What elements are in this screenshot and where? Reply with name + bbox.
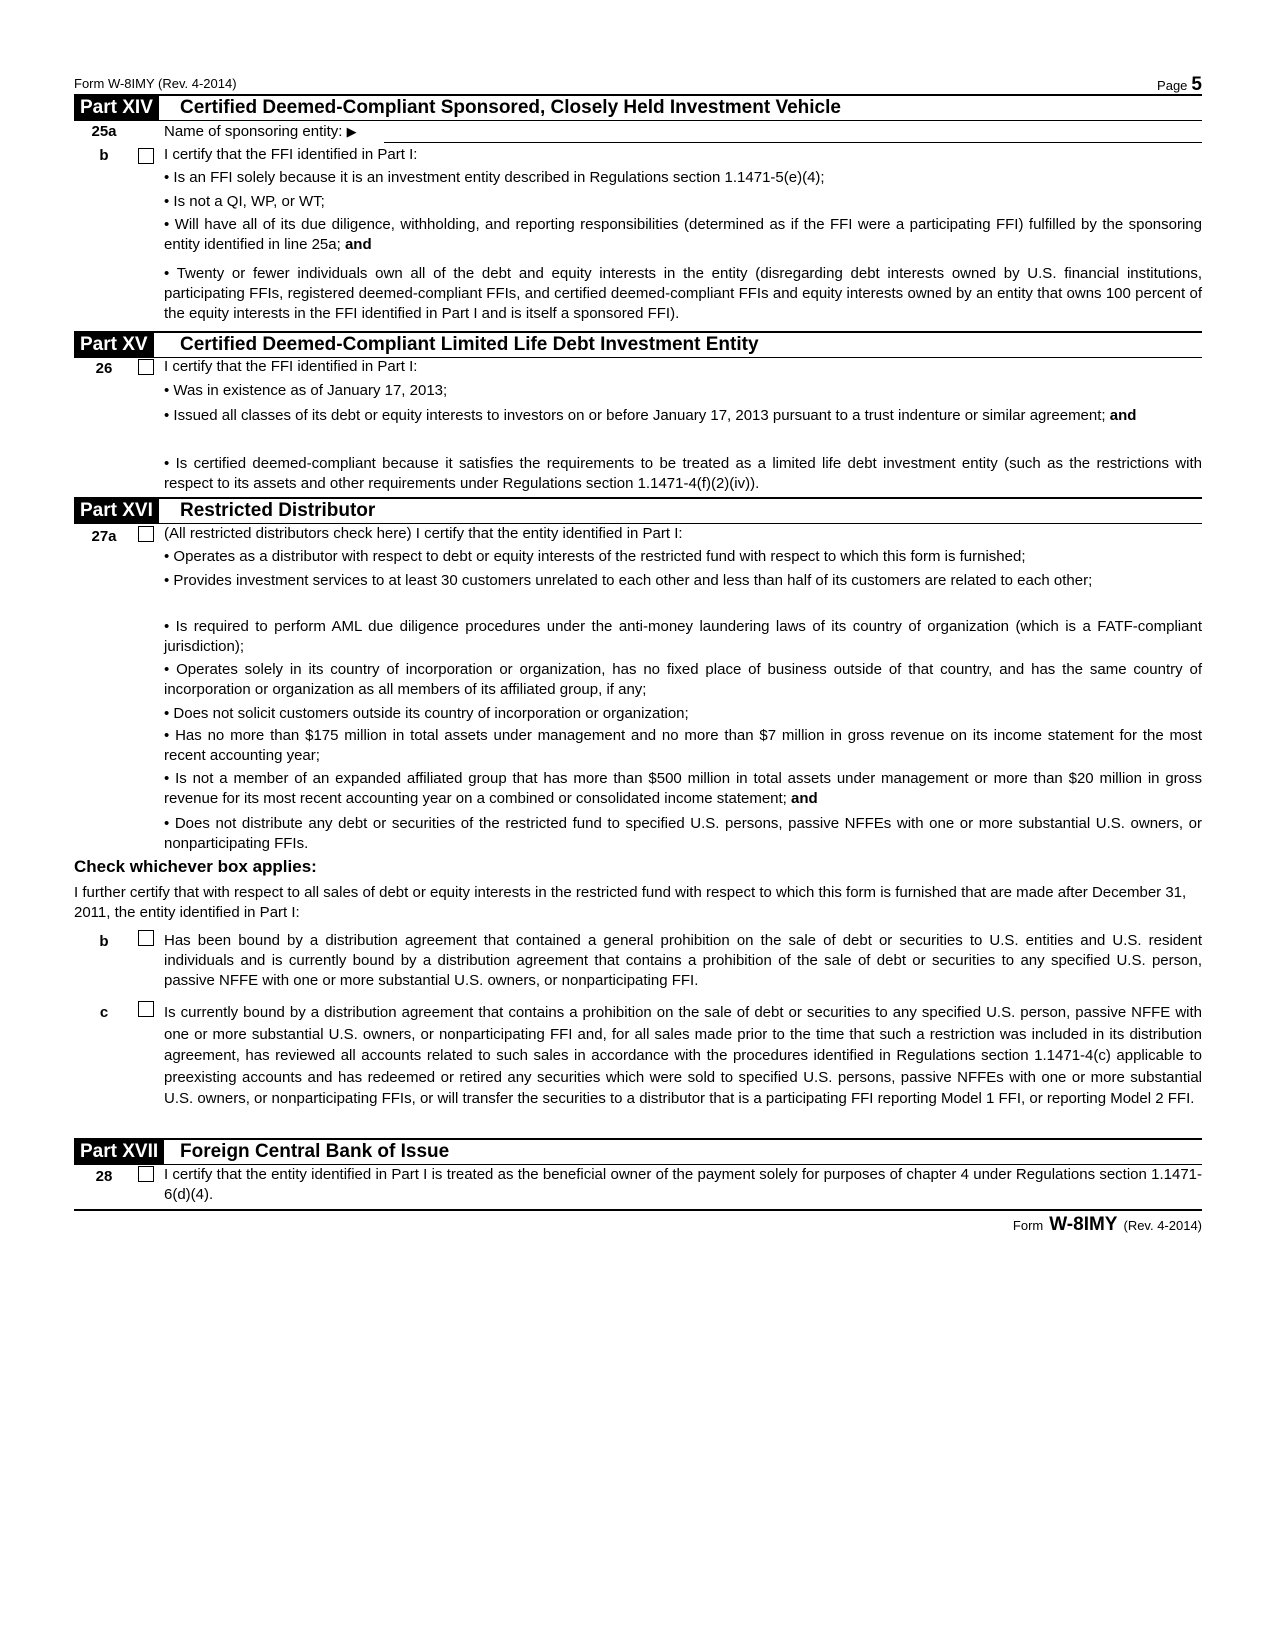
line-26-bullet-2-text: • Issued all classes of its debt or equity interests to investors on or before January 17, 2013 pursuant to a trust indenture or similar agreement;	[164, 407, 1106, 424]
line-25b-bullet-3-text: • Will have all of its due diligence, withholding, and reporting responsibilities (determined as if the FFI were a participating FFI) fulfilled by the sponsoring entity identified in line 25a;	[164, 216, 1202, 253]
line-27a-bullet-7	[164, 769, 1202, 809]
footer-rule	[74, 1209, 1202, 1211]
line-27a-bullet-8: • Does not distribute any debt or securities of the restricted fund to specified U.S. persons, passive NFFEs with one or more substantial U.S. owners, or nonparticipating FFIs.	[164, 815, 1202, 852]
line-27a-certify: (All restricted distributors check here) I certify that the entity identified in Part I:	[164, 525, 683, 542]
part-xvi-header	[74, 497, 1202, 524]
part-xv-header	[74, 331, 1202, 358]
line-25b-bullet-2: • Is not a QI, WP, or WT;	[164, 193, 325, 210]
line-26-and: and	[1109, 407, 1137, 424]
footer-rev: (Rev. 4-2014)	[1123, 1218, 1202, 1233]
line-27a-bullet-6: • Has no more than $175 million in total assets under management and no more than $7 million in gross revenue on its income statement for the most recent accounting year;	[164, 727, 1202, 764]
line-25b-and: and	[344, 236, 372, 253]
line-28-number: 28	[95, 1168, 113, 1185]
line-27c-number: c	[99, 1004, 109, 1021]
footer-form-name: W-8IMY	[1049, 1214, 1118, 1235]
line-27a-number: 27a	[91, 528, 117, 545]
page-label: Page	[1157, 78, 1188, 93]
line-27b-checkbox[interactable]	[138, 930, 154, 946]
line-27a-bullet-1: • Operates as a distributor with respect to debt or equity interests of the restricted fund with respect to which this form is furnished;	[164, 548, 1026, 565]
line-27b-number: b	[99, 933, 109, 950]
part-xvii-header	[74, 1138, 1202, 1165]
line-26-bullet-2	[164, 406, 1202, 426]
part-xiv-title: Certified Deemed-Compliant Sponsored, Closely Held Investment Vehicle	[180, 97, 841, 118]
part-xv-title: Certified Deemed-Compliant Limited Life Debt Investment Entity	[180, 334, 759, 355]
line-27a-checkbox[interactable]	[138, 526, 154, 542]
line-26-number: 26	[95, 360, 113, 377]
part-xvi-title: Restricted Distributor	[180, 500, 376, 521]
line-27a-bullet-4: • Operates solely in its country of incorporation or organization, has no fixed place of business outside of that country, and has the same country of incorporation or organization as all members of its affiliated group, if any;	[164, 661, 1202, 698]
line-25b-certify: I certify that the FFI identified in Part I:	[164, 146, 418, 163]
line-27a-bullet-5: • Does not solicit customers outside its country of incorporation or organization;	[164, 705, 689, 722]
sponsor-label	[164, 122, 357, 142]
line-25a-number: 25a	[91, 123, 117, 140]
line-28-text: I certify that the entity identified in Part I is treated as the beneficial owner of the payment solely for purposes of chapter 4 under Regulations section 1.1471-6(d)(4).	[164, 1166, 1202, 1203]
part-xvi-tag: Part XVI	[74, 499, 159, 523]
sponsoring-entity-field[interactable]	[384, 126, 1202, 143]
line-28-checkbox[interactable]	[138, 1166, 154, 1182]
line-25b-checkbox[interactable]	[138, 148, 154, 164]
line-27a-bullet-2: • Provides investment services to at least 30 customers unrelated to each other and less than half of its customers are related to each other;	[164, 572, 1093, 589]
line-26-bullet-3: • Is certified deemed-compliant because it satisfies the requirements to be treated as a limited life debt investment entity (such as the restrictions with respect to its assets and other requirements under Regulations section 1.1471-4(f)(2)(iv)).	[164, 455, 1202, 492]
sponsor-label-text: Name of sponsoring entity:	[164, 123, 343, 140]
form-id: Form W-8IMY (Rev. 4-2014)	[74, 76, 237, 91]
footer-form-label: Form	[1012, 1218, 1044, 1233]
page-footer	[1013, 1214, 1202, 1236]
line-26-bullet-1: • Was in existence as of January 17, 2013;	[164, 382, 448, 399]
part-xvii-title: Foreign Central Bank of Issue	[180, 1141, 450, 1162]
part-xvii-tag: Part XVII	[74, 1140, 164, 1164]
part-xiv-tag: Part XIV	[74, 96, 159, 120]
line-25b-bullet-1: • Is an FFI solely because it is an investment entity described in Regulations section 1.1471-5(e)(4);	[164, 169, 825, 186]
line-27a-and: and	[791, 790, 818, 807]
line-27c-checkbox[interactable]	[138, 1001, 154, 1017]
line-27a-bullet-3: • Is required to perform AML due diligence procedures under the anti-money laundering laws of its country of organization (which is a FATF-compliant jurisdiction);	[164, 618, 1202, 655]
part-xiv-header	[74, 94, 1202, 121]
page-number: 5	[1191, 74, 1202, 95]
line-25b-bullet-4: • Twenty or fewer individuals own all of the debt and equity interests in the entity (disregarding debt interests owned by U.S. financial institutions, participating FFIs, registered deemed-compliant FFIs, and certified deemed-compliant FFIs and equity interests owned by an entity that owns 100 percent of the equity interests in the FFI identified in Part I and is itself a sponsored FFI).	[164, 265, 1202, 322]
arrow-right-icon: ▶	[346, 124, 357, 139]
further-certify: I further certify that with respect to all sales of debt or equity interests in the restricted fund with respect to which this form is furnished that are made after December 31, 2011, the entity identified in Part I:	[74, 884, 1187, 921]
check-heading: Check whichever box applies:	[74, 857, 317, 876]
part-xv-tag: Part XV	[74, 333, 154, 357]
line-25b-bullet-3	[164, 215, 1202, 255]
line-27a-bullet-7-text: • Is not a member of an expanded affiliated group that has more than $500 million in total assets under management or more than $20 million in gross revenue for its most recent accounting year on a combined or consolidated income statement;	[164, 770, 1202, 807]
line-27c-text: Is currently bound by a distribution agreement that contains a prohibition on the sale of debt or securities to any specified U.S. person, passive NFFE with one or more substantial U.S. owners, or nonparticipating FFI and, for all sales made prior to the time that such a restriction was included in its distribution agreement, has reviewed all accounts related to such sales in accordance with the procedures identified in Regulations section 1.1471-4(c) applicable to preexisting accounts and has redeemed or retired any securities which were sold to specified U.S. persons, passive NFFEs with one or more substantial U.S. owners, or nonparticipating FFIs, or will transfer the securities to a distributor that is a participating FFI reporting Model 1 FFI, or reporting Model 2 FFI.	[164, 1004, 1202, 1108]
line-27b-text: Has been bound by a distribution agreement that contained a general prohibition on the sale of debt or securities to U.S. entities and U.S. resident individuals and is currently bound by a distribution agreement that contains a prohibition of the sale of debt or securities to any specified U.S. person, passive NFFE with one or more substantial U.S. owners, or nonparticipating FFI.	[164, 932, 1202, 989]
line-26-certify: I certify that the FFI identified in Part I:	[164, 358, 418, 375]
line-25b-number: b	[99, 147, 109, 164]
line-26-checkbox[interactable]	[138, 359, 154, 375]
page-indicator	[1157, 74, 1202, 96]
